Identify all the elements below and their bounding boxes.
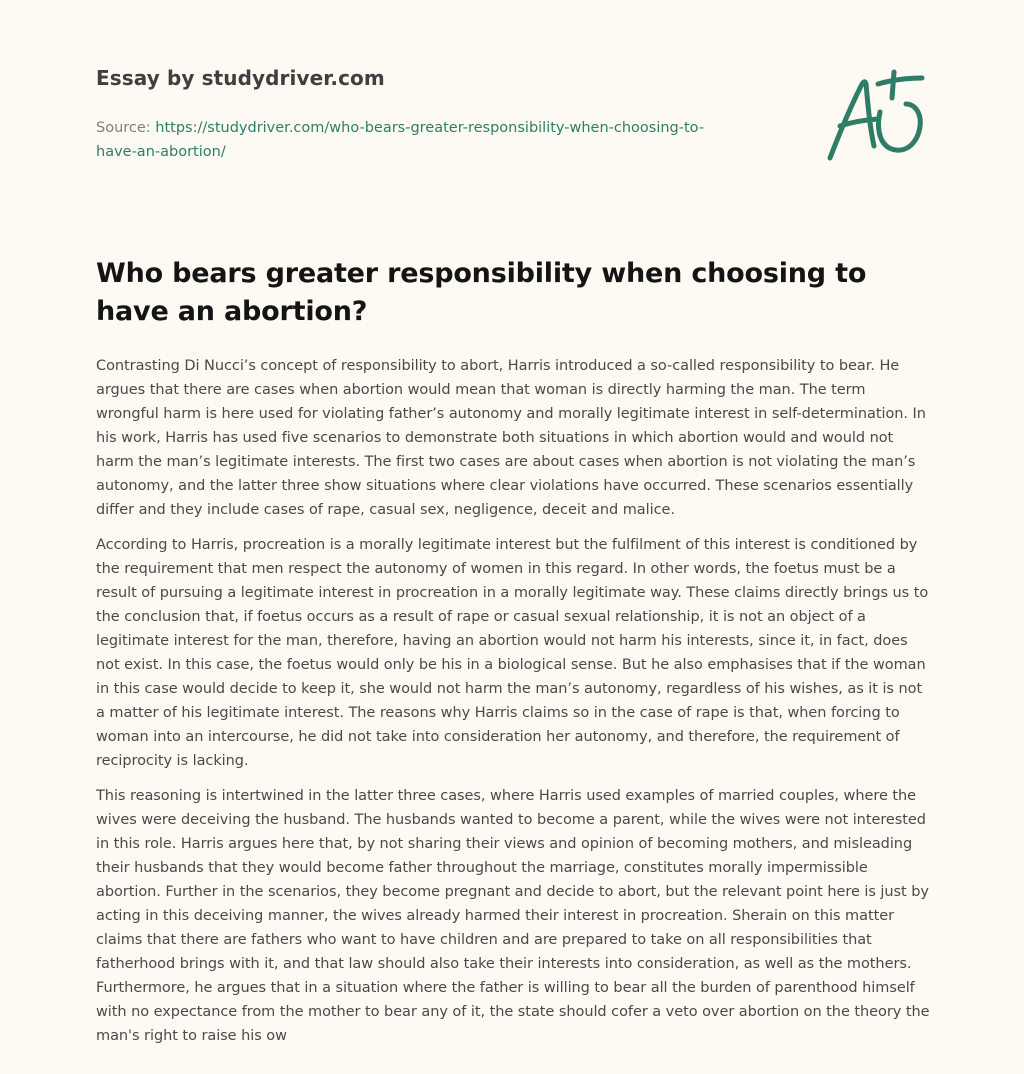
source-line: [96, 116, 736, 164]
essay-paragraph: According to Harris, procreation is a morally legitimate interest but the fulfilment of this interest is conditioned by the requirement that men respect the autonomy of women in this regard. In other words, the foetus must be a result of pursuing a legitimate interest in procreation in a morally legitimate way. These claims directly brings us to the conclusion that, if foetus occurs as a result of rape or casual sexual relationship, it is not an object of a legitimate interest for the man, therefore, having an abortion would not harm his interests, since it, in fact, does not exist. In this case, the foetus would only be his in a biological sense. But he also emphasises that if the woman in this case would decide to keep it, she would not harm the man’s autonomy, regardless of his wishes, as it is not a matter of his legitimate interest. The reasons why Harris claims so in the case of rape is that, when forcing to woman into an intercourse, he did not take into consideration her autonomy, and therefore, the requirement of reciprocity is lacking.: [96, 537, 929, 769]
essay-paragraph: Contrasting Di Nucci’s concept of responsibility to abort, Harris introduced a so-called responsibility to bear. He argues that there are cases when abortion would mean that woman is directly harming the man. The term wrongful harm is here used for violating father’s autonomy and morally legitimate interest in self-determination. In his work, Harris has used five scenarios to demonstrate both situations in which abortion would and would not harm the man’s legitimate interests. The first two cases are about cases when abortion is not violating the man’s autonomy, and the latter three show situations where clear violations have occurred. These scenarios essentially differ and they include cases of rape, casual sex, negligence, deceit and malice.: [96, 358, 926, 518]
a-plus-grade-icon: [818, 64, 930, 168]
essay-body: [96, 354, 930, 1059]
essay-title: Who bears greater responsibility when choosing to have an abortion?: [96, 258, 867, 327]
site-brand: Essay by studydriver.com: [96, 66, 385, 90]
source-label: Source:: [96, 120, 151, 136]
page-header: [96, 64, 796, 164]
essay-paragraph: This reasoning is intertwined in the latter three cases, where Harris used examples of married couples, where the wives were deceiving the husband. The husbands wanted to become a parent, while the wives were not interested in this role. Harris argues here that, by not sharing their views and opinion of becoming mothers, and misleading their husbands that they would become father throughout the marriage, constitutes morally impermissible abortion. Further in the scenarios, they become pregnant and decide to abort, but the relevant point here is just by acting in this deceiving manner, the wives already harmed their interest in procreation. Sherain on this matter claims that there are fathers who want to have children and are prepared to take on all responsibilities that fatherhood brings with it, and that law should also take their interests into consideration, as well as the mothers. Furthermore, he argues that in a situation where the father is willing to bear all the burden of parenthood himself with no expectance from the mother to bear any of it, the state should cofer a veto over abortion on the theory the man's right to raise his ow: [96, 788, 930, 1044]
source-link[interactable]: https://studydriver.com/who-bears-greater-responsibility-when-choosing-to-have-an-abortion/: [96, 120, 705, 160]
